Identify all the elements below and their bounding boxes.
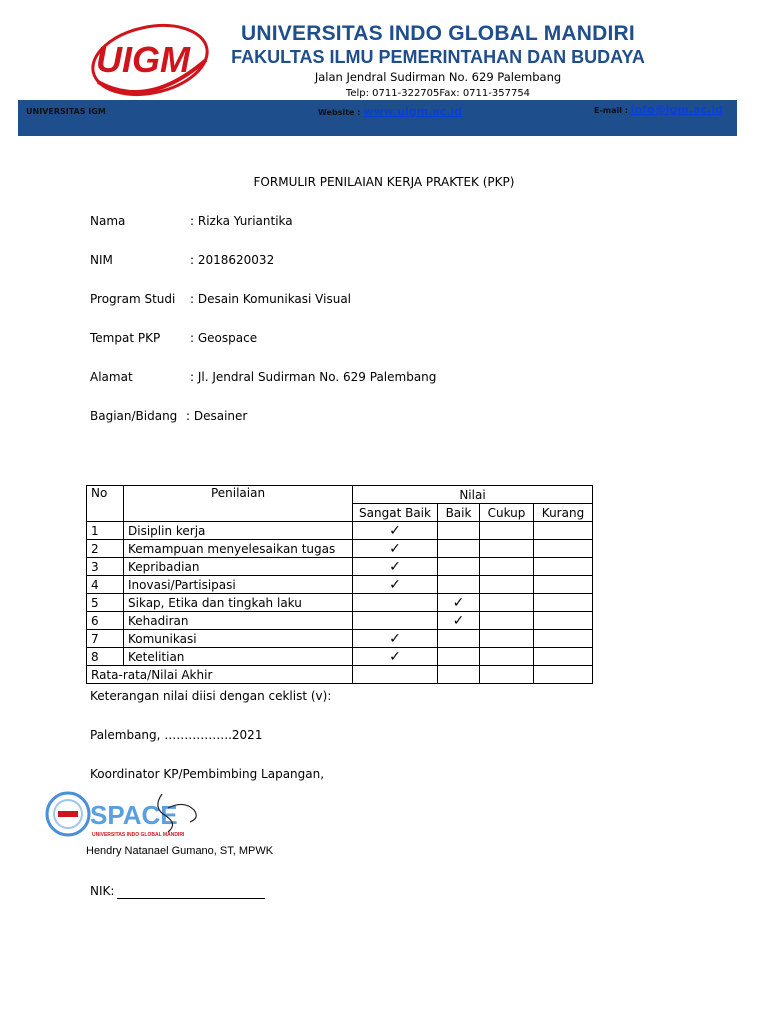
email-block xyxy=(594,103,723,116)
check-icon: ✓ xyxy=(389,648,401,665)
score-cell-cukup xyxy=(480,576,534,594)
row-item: Inovasi/Partisipasi xyxy=(124,576,353,594)
score-cell-baik xyxy=(438,540,480,558)
score-cell-kurang xyxy=(534,648,593,666)
score-cell-sangat-baik xyxy=(353,522,438,540)
score-cell-sangat-baik xyxy=(353,540,438,558)
bar-left-text: UNIVERSITAS IGM xyxy=(26,107,106,116)
score-cell-baik xyxy=(438,576,480,594)
email-label: E-mail : xyxy=(594,106,628,115)
header-kurang: Kurang xyxy=(534,504,593,522)
field-label-alamat: Alamat xyxy=(90,370,133,384)
score-cell-sangat-baik xyxy=(353,612,438,630)
faculty-name: FAKULTAS ILMU PEMERINTAHAN DAN BUDAYA xyxy=(231,47,645,67)
score-cell-kurang xyxy=(534,540,593,558)
row-item: Kepribadian xyxy=(124,558,353,576)
check-icon: ✓ xyxy=(389,540,401,557)
row-no: 8 xyxy=(87,648,124,666)
row-item: Sikap, Etika dan tingkah laku xyxy=(124,594,353,612)
score-cell-cukup xyxy=(480,594,534,612)
field-label-bagian: Bagian/Bidang xyxy=(90,409,178,423)
row-no: 5 xyxy=(87,594,124,612)
score-table xyxy=(86,485,593,684)
score-cell-cukup xyxy=(480,522,534,540)
phone-fax: Telp: 0711-322705Fax: 0711-357754 xyxy=(345,88,531,99)
header-no: No xyxy=(87,486,124,522)
university-name: UNIVERSITAS INDO GLOBAL MANDIRI xyxy=(241,22,635,45)
field-label-tempat: Tempat PKP xyxy=(90,331,161,345)
score-cell-cukup xyxy=(480,648,534,666)
footer-cell xyxy=(480,666,534,684)
header-cukup: Cukup xyxy=(480,504,534,522)
nik-line xyxy=(117,898,265,899)
field-value-prodi: : Desain Komunikasi Visual xyxy=(190,292,352,306)
footer-cell xyxy=(534,666,593,684)
table-row xyxy=(87,540,593,558)
field-value-tempat: : Geospace xyxy=(190,331,258,345)
table-row xyxy=(87,612,593,630)
field-value-nama: : Rizka Yuriantika xyxy=(190,214,293,228)
place-date: Palembang, ……………..2021 xyxy=(90,728,263,742)
score-cell-cukup xyxy=(480,630,534,648)
score-cell-kurang xyxy=(534,576,593,594)
row-item: Komunikasi xyxy=(124,630,353,648)
field-label-nama: Nama xyxy=(90,214,126,228)
check-icon: ✓ xyxy=(389,558,401,575)
score-cell-kurang xyxy=(534,612,593,630)
footer-average: Rata-rata/Nilai Akhir xyxy=(87,666,353,684)
website-block xyxy=(318,105,462,118)
check-icon: ✓ xyxy=(389,576,401,593)
field-label-nim: NIM xyxy=(90,253,113,267)
website-link[interactable]: www.uigm.ac.id xyxy=(363,105,463,118)
table-row xyxy=(87,576,593,594)
score-cell-sangat-baik xyxy=(353,558,438,576)
score-cell-baik xyxy=(438,612,480,630)
email-link[interactable]: info@igm.ac.id xyxy=(630,103,723,116)
check-icon: ✓ xyxy=(389,630,401,647)
score-cell-baik xyxy=(438,558,480,576)
row-no: 7 xyxy=(87,630,124,648)
score-cell-baik xyxy=(438,522,480,540)
row-no: 4 xyxy=(87,576,124,594)
score-cell-sangat-baik xyxy=(353,594,438,612)
uigm-logo xyxy=(88,20,212,102)
stamp-text: SPACE xyxy=(90,800,178,830)
score-cell-kurang xyxy=(534,594,593,612)
legend-note: Keterangan nilai diisi dengan ceklist (v): xyxy=(90,689,332,703)
check-icon: ✓ xyxy=(452,612,465,629)
score-cell-cukup xyxy=(480,540,534,558)
table-row xyxy=(87,594,593,612)
table-row xyxy=(87,522,593,540)
field-value-bagian: : Desainer xyxy=(186,409,248,423)
row-item: Ketelitian xyxy=(124,648,353,666)
row-item: Kehadiran xyxy=(124,612,353,630)
row-item: Kemampuan menyelesaikan tugas xyxy=(124,540,353,558)
table-row xyxy=(87,558,593,576)
score-cell-kurang xyxy=(534,558,593,576)
score-cell-kurang xyxy=(534,522,593,540)
table-row xyxy=(87,630,593,648)
stamp-subtext: UNIVERSITAS INDO GLOBAL MANDIRI xyxy=(92,832,185,838)
score-cell-sangat-baik xyxy=(353,576,438,594)
row-item: Disiplin kerja xyxy=(124,522,353,540)
website-label: Website : xyxy=(318,108,361,117)
table-row xyxy=(87,648,593,666)
footer-cell xyxy=(438,666,480,684)
company-stamp xyxy=(44,788,204,840)
row-no: 1 xyxy=(87,522,124,540)
score-cell-cukup xyxy=(480,558,534,576)
coordinator-label: Koordinator KP/Pembimbing Lapangan, xyxy=(90,767,325,781)
field-label-prodi: Program Studi xyxy=(90,292,176,306)
header-baik: Baik xyxy=(438,504,480,522)
footer-cell xyxy=(353,666,438,684)
header-penilaian: Penilaian xyxy=(124,486,353,522)
score-cell-baik xyxy=(438,648,480,666)
score-cell-baik xyxy=(438,630,480,648)
check-icon: ✓ xyxy=(452,594,465,611)
row-no: 6 xyxy=(87,612,124,630)
signer-name: Hendry Natanael Gumano, ST, MPWK xyxy=(86,845,274,857)
score-cell-sangat-baik xyxy=(353,648,438,666)
university-address: Jalan Jendral Sudirman No. 629 Palembang xyxy=(314,70,562,84)
nik-label: NIK: xyxy=(90,884,115,898)
score-cell-baik xyxy=(438,594,480,612)
score-cell-sangat-baik xyxy=(353,630,438,648)
field-value-nim: : 2018620032 xyxy=(190,253,275,267)
row-no: 2 xyxy=(87,540,124,558)
row-no: 3 xyxy=(87,558,124,576)
field-value-alamat: : Jl. Jendral Sudirman No. 629 Palembang xyxy=(190,370,437,384)
score-cell-cukup xyxy=(480,612,534,630)
header-sangat-baik: Sangat Baik xyxy=(353,504,438,522)
score-cell-kurang xyxy=(534,630,593,648)
header-nilai: Nilai xyxy=(353,486,593,504)
form-title: FORMULIR PENILAIAN KERJA PRAKTEK (PKP) xyxy=(253,175,515,189)
logo-text: UIGM xyxy=(96,39,190,80)
check-icon: ✓ xyxy=(389,522,401,539)
